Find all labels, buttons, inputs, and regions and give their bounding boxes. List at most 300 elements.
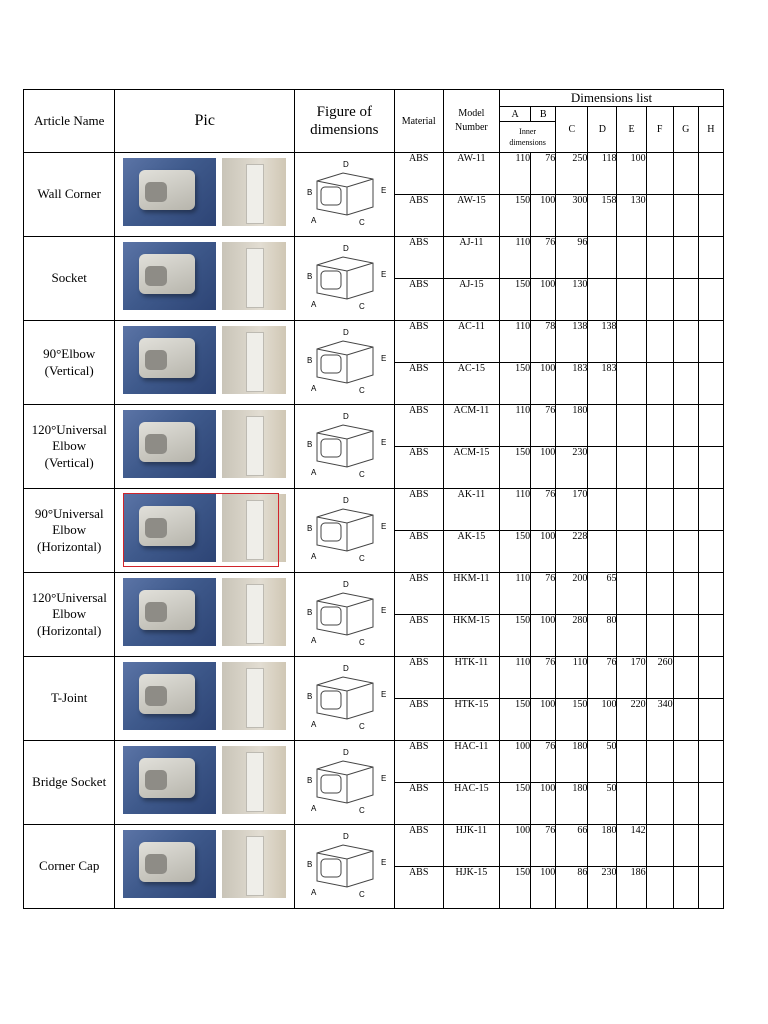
product-photo-image [123,746,216,814]
article-name [24,573,115,657]
dimension-d-cell [588,489,617,531]
header-dimensions-list: Dimensions list [500,90,724,107]
drawing-label-b: B [307,524,313,533]
header-g: G [673,107,698,153]
dimension-h-cell [698,153,723,195]
header-model-line1: Model [458,108,485,119]
drawing-label-e: E [381,270,387,279]
dimension-b-cell: 100 [531,783,556,825]
material-cell: ABS [394,195,443,237]
dimension-drawing [295,321,394,405]
dimension-c-cell: 130 [556,279,588,321]
drawing-label-e: E [381,186,387,195]
dimension-c-cell: 183 [556,363,588,405]
dimension-b-cell: 100 [531,447,556,489]
dimension-f-cell [646,741,673,783]
dimension-f-cell [646,279,673,321]
article-name-line: Elbow [52,606,87,622]
drawing-label-b: B [307,692,313,701]
dimension-e-cell [617,573,646,615]
drawing-label-c: C [359,386,365,395]
dimension-d-cell [588,237,617,279]
article-name [24,237,115,321]
dimension-g-cell [673,153,698,195]
dimension-g-cell [673,741,698,783]
drawing-label-d: D [343,580,349,589]
dimension-c-cell: 200 [556,573,588,615]
model-number-cell: HJK-15 [443,867,499,909]
drawing-label-a: A [311,804,317,813]
dimension-f-cell: 260 [646,657,673,699]
dimension-h-cell [698,237,723,279]
header-c: C [556,107,588,153]
dimension-f-cell [646,825,673,867]
drawing-label-d: D [343,160,349,169]
article-name-line: (Vertical) [44,362,94,378]
table-row [24,237,724,279]
article-name-line: Elbow [52,522,87,538]
drawing-label-a: A [311,216,317,225]
header-b: B [531,107,556,122]
dimension-h-cell [698,741,723,783]
product-photo-image [123,578,216,646]
dimension-g-cell [673,657,698,699]
installation-photo-image [222,158,286,226]
dimension-d-cell: 183 [588,363,617,405]
fitting-shape [139,842,195,882]
dimension-c-cell: 66 [556,825,588,867]
duct-shape [246,836,264,896]
dimension-f-cell [646,531,673,573]
header-inner-dimensions [500,122,556,153]
material-cell: ABS [394,405,443,447]
dimension-c-cell: 180 [556,741,588,783]
dimension-b-cell: 76 [531,237,556,279]
product-pictures [115,825,295,909]
installation-photo-image [222,326,286,394]
article-name-line: (Horizontal) [37,622,102,638]
dimension-h-cell [698,447,723,489]
drawing-label-c: C [359,470,365,479]
fitting-shape [139,170,195,210]
dimension-b-cell: 100 [531,279,556,321]
dimension-a-cell: 100 [500,825,531,867]
product-pictures [115,657,295,741]
product-pictures [115,153,295,237]
dimension-c-cell: 96 [556,237,588,279]
material-cell: ABS [394,699,443,741]
dimension-drawing-image [303,579,387,649]
drawing-label-c: C [359,554,365,563]
fitting-shape [139,254,195,294]
model-number-cell: HKM-15 [443,615,499,657]
material-cell: ABS [394,825,443,867]
material-cell: ABS [394,237,443,279]
drawing-label-d: D [343,412,349,421]
table-row [24,405,724,447]
model-number-cell: ACM-11 [443,405,499,447]
drawing-label-a: A [311,384,317,393]
duct-shape [246,668,264,728]
drawing-label-b: B [307,440,313,449]
duct-shape [246,752,264,812]
installation-photo-image [222,746,286,814]
article-name-line: Socket [51,270,87,286]
dimension-a-cell: 150 [500,195,531,237]
drawing-label-d: D [343,328,349,337]
dimension-a-cell: 150 [500,615,531,657]
dimension-h-cell [698,489,723,531]
dimension-a-cell: 150 [500,699,531,741]
dimension-b-cell: 100 [531,699,556,741]
material-cell: ABS [394,741,443,783]
dimension-e-cell [617,741,646,783]
table-row [24,657,724,699]
dimension-h-cell [698,405,723,447]
model-number-cell: AC-15 [443,363,499,405]
drawing-label-c: C [359,890,365,899]
material-cell: ABS [394,615,443,657]
table-row [24,489,724,531]
dimension-c-cell: 228 [556,531,588,573]
article-name-line: (Horizontal) [37,538,102,554]
drawing-label-d: D [343,748,349,757]
header-d: D [588,107,617,153]
header-f: F [646,107,673,153]
article-name-line: T-Joint [51,690,88,706]
drawing-label-a: A [311,552,317,561]
article-name [24,405,115,489]
table-row [24,741,724,783]
dimension-g-cell [673,279,698,321]
installation-photo-image [222,662,286,730]
dimension-e-cell: 130 [617,195,646,237]
drawing-label-a: A [311,300,317,309]
table-row [24,825,724,867]
article-name-line: Bridge Socket [32,774,107,790]
table-row [24,153,724,195]
dimension-f-cell: 340 [646,699,673,741]
dimension-e-cell: 142 [617,825,646,867]
product-photo-image [123,242,216,310]
drawing-label-b: B [307,608,313,617]
highlight-frame [123,493,279,567]
drawing-label-c: C [359,218,365,227]
dimension-c-cell: 230 [556,447,588,489]
model-number-cell: HTK-11 [443,657,499,699]
header-model-line2: Number [454,122,488,133]
dimension-f-cell [646,153,673,195]
header-figure-line2: dimensions [310,122,379,138]
article-name-line: Corner Cap [39,858,100,874]
dimension-d-cell: 50 [588,783,617,825]
dimension-c-cell: 170 [556,489,588,531]
duct-shape [246,164,264,224]
dimension-d-cell: 180 [588,825,617,867]
dimension-e-cell: 100 [617,153,646,195]
dimension-e-cell [617,237,646,279]
dimension-b-cell: 76 [531,153,556,195]
material-cell: ABS [394,573,443,615]
dimension-h-cell [698,699,723,741]
dimension-drawing [295,573,394,657]
dimension-drawing-image [303,663,387,733]
dimension-h-cell [698,279,723,321]
article-name [24,489,115,573]
header-inner-line2: dimensions [509,138,546,147]
dimension-b-cell: 76 [531,573,556,615]
dimension-c-cell: 110 [556,657,588,699]
dimension-h-cell [698,573,723,615]
article-name-line: 90°Universal [34,505,104,521]
dimension-a-cell: 150 [500,531,531,573]
material-cell: ABS [394,153,443,195]
dimension-drawing-image [303,327,387,397]
dimension-drawing-image [303,243,387,313]
drawing-label-a: A [311,720,317,729]
material-cell: ABS [394,531,443,573]
dimension-d-cell: 158 [588,195,617,237]
header-h: H [698,107,723,153]
dimension-a-cell: 150 [500,363,531,405]
dimension-f-cell [646,867,673,909]
drawing-label-e: E [381,438,387,447]
dimension-d-cell: 138 [588,321,617,363]
installation-photo-image [222,242,286,310]
dimension-g-cell [673,321,698,363]
product-photo-image [123,410,216,478]
drawing-label-d: D [343,664,349,673]
dimension-b-cell: 76 [531,489,556,531]
drawing-label-b: B [307,776,313,785]
drawing-label-b: B [307,356,313,365]
article-name-line: Wall Corner [37,186,101,202]
dimension-f-cell [646,321,673,363]
drawing-label-e: E [381,522,387,531]
product-pictures [115,405,295,489]
drawing-label-b: B [307,188,313,197]
dimension-b-cell: 76 [531,405,556,447]
dimension-drawing-image [303,159,387,229]
material-cell: ABS [394,657,443,699]
drawing-label-d: D [343,496,349,505]
fitting-shape [139,674,195,714]
dimension-g-cell [673,363,698,405]
dimension-b-cell: 100 [531,363,556,405]
dimension-h-cell [698,531,723,573]
dimension-g-cell [673,447,698,489]
dimension-h-cell [698,321,723,363]
dimension-c-cell: 150 [556,699,588,741]
dimension-f-cell [646,195,673,237]
dimension-d-cell: 76 [588,657,617,699]
dimension-b-cell: 100 [531,615,556,657]
drawing-label-c: C [359,638,365,647]
header-model-number [443,90,499,153]
dimension-d-cell: 80 [588,615,617,657]
product-pictures [115,237,295,321]
header-figure [295,90,394,153]
material-cell: ABS [394,783,443,825]
dimension-e-cell [617,783,646,825]
product-photo-image [123,662,216,730]
dimension-f-cell [646,447,673,489]
model-number-cell: HJK-11 [443,825,499,867]
header-article-name: Article Name [24,90,115,153]
dimension-b-cell: 78 [531,321,556,363]
dimension-d-cell: 118 [588,153,617,195]
header-figure-line1: Figure of [316,104,373,120]
product-rows [24,153,724,909]
dimension-a-cell: 110 [500,489,531,531]
dimension-g-cell [673,237,698,279]
dimension-drawing [295,153,394,237]
product-pictures [115,741,295,825]
dimension-e-cell [617,447,646,489]
drawing-label-a: A [311,468,317,477]
dimension-drawing-image [303,747,387,817]
dimension-d-cell [588,531,617,573]
model-number-cell: HAC-11 [443,741,499,783]
dimension-d-cell: 230 [588,867,617,909]
dimension-g-cell [673,615,698,657]
article-name [24,657,115,741]
drawing-label-c: C [359,806,365,815]
dimension-a-cell: 110 [500,321,531,363]
material-cell: ABS [394,321,443,363]
material-cell: ABS [394,447,443,489]
dimension-e-cell [617,363,646,405]
dimension-b-cell: 100 [531,531,556,573]
drawing-label-b: B [307,860,313,869]
dimension-e-cell [617,279,646,321]
article-name-line: (Vertical) [44,454,94,470]
dimension-h-cell [698,867,723,909]
fitting-shape [139,338,195,378]
dimension-e-cell [617,321,646,363]
drawing-label-e: E [381,858,387,867]
dimension-g-cell [673,573,698,615]
dimension-d-cell: 65 [588,573,617,615]
dimension-a-cell: 110 [500,153,531,195]
material-cell: ABS [394,363,443,405]
dimension-drawing [295,657,394,741]
dimension-f-cell [646,783,673,825]
fitting-shape [139,758,195,798]
model-number-cell: AJ-11 [443,237,499,279]
dimension-drawing [295,825,394,909]
header-pic: Pic [115,90,295,153]
drawing-label-a: A [311,636,317,645]
dimension-a-cell: 150 [500,447,531,489]
dimension-drawing-image [303,831,387,901]
model-number-cell: HTK-15 [443,699,499,741]
installation-photo-image [222,830,286,898]
table-row [24,321,724,363]
dimension-b-cell: 100 [531,867,556,909]
dimension-e-cell [617,489,646,531]
dimension-h-cell [698,363,723,405]
dimension-g-cell [673,867,698,909]
dimension-c-cell: 300 [556,195,588,237]
dimension-drawing [295,489,394,573]
article-name-line: 120°Universal [31,589,107,605]
dimension-e-cell [617,615,646,657]
dimension-g-cell [673,783,698,825]
dimension-g-cell [673,825,698,867]
drawing-label-c: C [359,302,365,311]
model-number-cell: AK-11 [443,489,499,531]
product-photo-image [123,158,216,226]
duct-shape [246,248,264,308]
material-cell: ABS [394,867,443,909]
drawing-label-e: E [381,606,387,615]
drawing-label-d: D [343,244,349,253]
product-photo-image [123,830,216,898]
article-name [24,153,115,237]
dimension-d-cell: 100 [588,699,617,741]
dimension-a-cell: 150 [500,783,531,825]
dimension-a-cell: 100 [500,741,531,783]
product-pictures [115,321,295,405]
duct-shape [246,584,264,644]
model-number-cell: AW-11 [443,153,499,195]
dimension-c-cell: 250 [556,153,588,195]
dimension-f-cell [646,489,673,531]
dimension-a-cell: 110 [500,237,531,279]
drawing-label-e: E [381,690,387,699]
fitting-shape [139,422,195,462]
dimension-b-cell: 100 [531,195,556,237]
installation-photo-image [222,578,286,646]
dimension-drawing-image [303,411,387,481]
dimension-drawing [295,237,394,321]
dimension-f-cell [646,363,673,405]
header-a: A [500,107,531,122]
dimension-h-cell [698,825,723,867]
dimension-d-cell [588,405,617,447]
product-pictures [115,489,295,573]
article-name-line: Elbow [52,438,87,454]
fitting-shape [139,590,195,630]
table-row [24,573,724,615]
dimension-e-cell: 220 [617,699,646,741]
dimension-d-cell [588,447,617,489]
dimension-a-cell: 110 [500,573,531,615]
dimension-a-cell: 110 [500,657,531,699]
dimension-g-cell [673,531,698,573]
dimension-h-cell [698,615,723,657]
dimension-f-cell [646,615,673,657]
model-number-cell: HKM-11 [443,573,499,615]
installation-photo-image [222,410,286,478]
product-pictures [115,573,295,657]
dimension-a-cell: 150 [500,867,531,909]
dimension-d-cell: 50 [588,741,617,783]
dimension-c-cell: 86 [556,867,588,909]
model-number-cell: AW-15 [443,195,499,237]
dimension-g-cell [673,405,698,447]
model-number-cell: ACM-15 [443,447,499,489]
dimension-drawing [295,405,394,489]
drawing-label-d: D [343,832,349,841]
article-name-line: 120°Universal [31,421,107,437]
dimension-c-cell: 280 [556,615,588,657]
dimension-f-cell [646,405,673,447]
header-material: Material [394,90,443,153]
model-number-cell: AJ-15 [443,279,499,321]
dimension-e-cell: 170 [617,657,646,699]
